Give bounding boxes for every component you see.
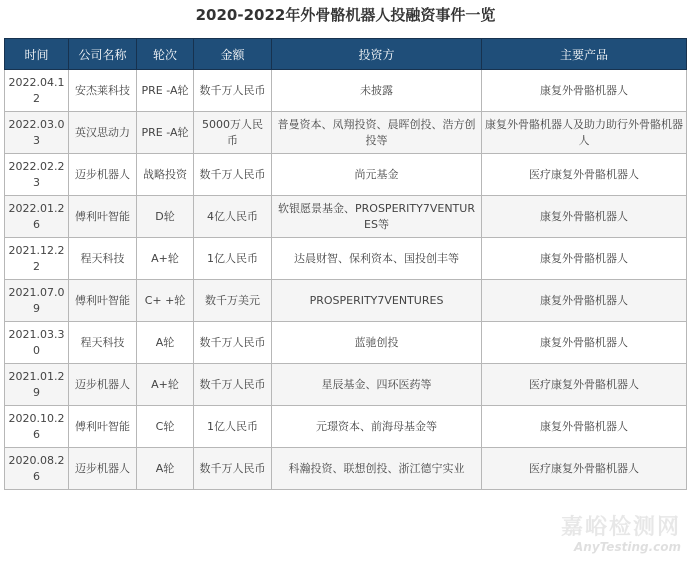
table-row xyxy=(5,448,687,490)
table-row xyxy=(5,196,687,238)
table-row xyxy=(5,154,687,196)
cell-amount: 1亿人民币 xyxy=(194,406,272,448)
header-time: 时间 xyxy=(5,39,69,70)
cell-round: A轮 xyxy=(137,322,194,364)
cell-round: A轮 xyxy=(137,448,194,490)
cell-investors: 元璟资本、前海母基金等 xyxy=(272,406,482,448)
cell-investors: 未披露 xyxy=(272,70,482,112)
cell-investors: PROSPERITY7VENTURES xyxy=(272,280,482,322)
cell-time: 2020.08.26 xyxy=(5,448,69,490)
cell-amount: 数千万人民币 xyxy=(194,448,272,490)
investment-table xyxy=(4,38,687,490)
cell-company: 程天科技 xyxy=(69,238,137,280)
cell-round: C+ +轮 xyxy=(137,280,194,322)
cell-product: 医疗康复外骨骼机器人 xyxy=(482,154,687,196)
header-product: 主要产品 xyxy=(482,39,687,70)
watermark-url: AnyTesting.com xyxy=(574,540,681,554)
cell-investors: 普曼资本、凤翔投资、晨晖创投、浩方创投等 xyxy=(272,112,482,154)
cell-amount: 数千万人民币 xyxy=(194,70,272,112)
cell-round: C轮 xyxy=(137,406,194,448)
cell-amount: 数千万人民币 xyxy=(194,364,272,406)
cell-amount: 4亿人民币 xyxy=(194,196,272,238)
cell-time: 2022.01.26 xyxy=(5,196,69,238)
header-amount: 金额 xyxy=(194,39,272,70)
cell-time: 2021.03.30 xyxy=(5,322,69,364)
cell-product: 医疗康复外骨骼机器人 xyxy=(482,364,687,406)
cell-product: 康复外骨骼机器人 xyxy=(482,406,687,448)
cell-round: A+轮 xyxy=(137,238,194,280)
page-title: 2020-2022年外骨骼机器人投融资事件一览 xyxy=(195,6,496,24)
cell-company: 迈步机器人 xyxy=(69,364,137,406)
table-row xyxy=(5,112,687,154)
cell-product: 康复外骨骼机器人及助力助行外骨骼机器人 xyxy=(482,112,687,154)
cell-time: 2022.04.12 xyxy=(5,70,69,112)
table-row xyxy=(5,364,687,406)
cell-company: 傅利叶智能 xyxy=(69,196,137,238)
cell-amount: 数千万美元 xyxy=(194,280,272,322)
cell-amount: 5000万人民币 xyxy=(194,112,272,154)
cell-product: 康复外骨骼机器人 xyxy=(482,280,687,322)
cell-time: 2020.10.26 xyxy=(5,406,69,448)
cell-investors: 蓝驰创投 xyxy=(272,322,482,364)
cell-company: 傅利叶智能 xyxy=(69,280,137,322)
cell-time: 2022.03.03 xyxy=(5,112,69,154)
cell-company: 迈步机器人 xyxy=(69,448,137,490)
cell-product: 康复外骨骼机器人 xyxy=(482,238,687,280)
header-company: 公司名称 xyxy=(69,39,137,70)
cell-product: 医疗康复外骨骼机器人 xyxy=(482,448,687,490)
cell-product: 康复外骨骼机器人 xyxy=(482,70,687,112)
table-row xyxy=(5,238,687,280)
cell-investors: 科瀚投资、联想创投、浙江德宁实业 xyxy=(272,448,482,490)
cell-time: 2022.02.23 xyxy=(5,154,69,196)
table-row xyxy=(5,70,687,112)
table-row xyxy=(5,280,687,322)
cell-amount: 数千万人民币 xyxy=(194,154,272,196)
table-row xyxy=(5,406,687,448)
cell-investors: 达晨财智、保利资本、国投创丰等 xyxy=(272,238,482,280)
cell-company: 安杰莱科技 xyxy=(69,70,137,112)
cell-investors: 软银愿景基金、PROSPERITY7VENTURES等 xyxy=(272,196,482,238)
table-row xyxy=(5,322,687,364)
cell-company: 程天科技 xyxy=(69,322,137,364)
cell-round: D轮 xyxy=(137,196,194,238)
cell-round: 战略投资 xyxy=(137,154,194,196)
watermark-logo-text: 嘉峪检测网 xyxy=(560,515,681,540)
cell-round: PRE -A轮 xyxy=(137,112,194,154)
cell-product: 康复外骨骼机器人 xyxy=(482,322,687,364)
cell-time: 2021.01.29 xyxy=(5,364,69,406)
cell-company: 迈步机器人 xyxy=(69,154,137,196)
cell-round: PRE -A轮 xyxy=(137,70,194,112)
cell-time: 2021.12.22 xyxy=(5,238,69,280)
cell-time: 2021.07.09 xyxy=(5,280,69,322)
table-header-row xyxy=(5,39,687,70)
cell-amount: 1亿人民币 xyxy=(194,238,272,280)
cell-product: 康复外骨骼机器人 xyxy=(482,196,687,238)
cell-company: 傅利叶智能 xyxy=(69,406,137,448)
cell-amount: 数千万人民币 xyxy=(194,322,272,364)
header-round: 轮次 xyxy=(137,39,194,70)
header-investors: 投资方 xyxy=(272,39,482,70)
cell-investors: 尚元基金 xyxy=(272,154,482,196)
cell-company: 英汉思动力 xyxy=(69,112,137,154)
cell-investors: 星辰基金、四环医药等 xyxy=(272,364,482,406)
cell-round: A+轮 xyxy=(137,364,194,406)
